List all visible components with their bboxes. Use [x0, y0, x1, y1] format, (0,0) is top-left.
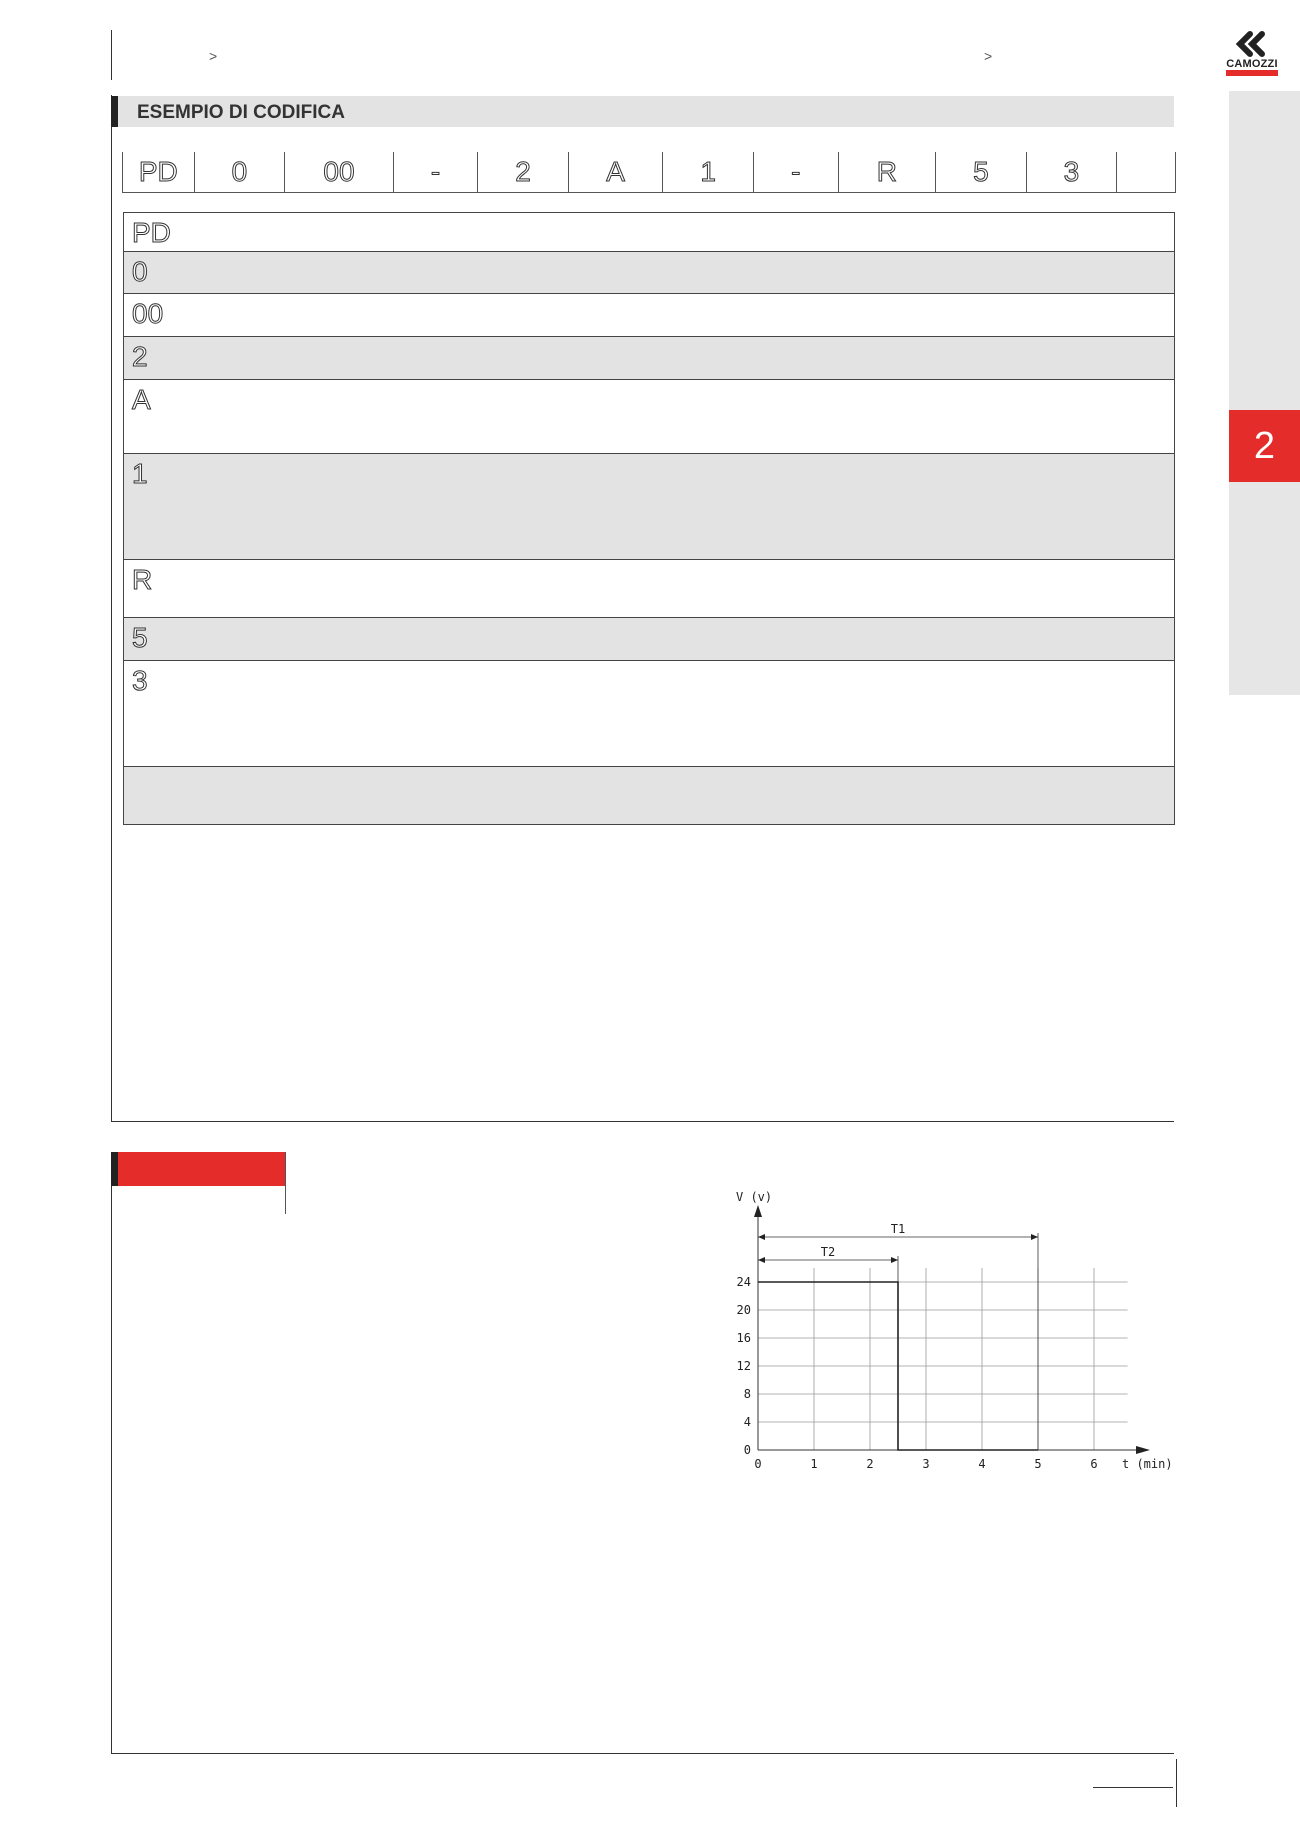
- y-tick-label: 16: [736, 1331, 751, 1345]
- table-row: [124, 617, 1174, 660]
- chapter-tab[interactable]: 2: [1229, 410, 1300, 482]
- y-axis-label: V (v): [736, 1190, 773, 1204]
- chart-ticks: [737, 1275, 1098, 1471]
- code-cell: [1116, 152, 1175, 192]
- code-key: 0: [132, 256, 148, 287]
- breadcrumb-separator: >: [984, 48, 993, 64]
- chart-grid: [758, 1268, 1128, 1450]
- table-row: [124, 559, 1174, 617]
- code-key: 3: [132, 665, 148, 696]
- code-key: 5: [132, 622, 148, 653]
- code-key: 1: [132, 458, 148, 489]
- code-key: R: [132, 564, 153, 595]
- sidebar-panel: [1229, 91, 1300, 695]
- breadcrumb-separator: >: [209, 48, 218, 64]
- header-rule: [111, 30, 112, 80]
- dimension-arrow-icon: [758, 1234, 765, 1240]
- x-tick-label: 0: [754, 1457, 762, 1471]
- code-cell: PD: [138, 156, 178, 187]
- code-key: PD: [132, 217, 171, 248]
- table-row: [124, 453, 1174, 559]
- frame-rule-bottom: [111, 1753, 1174, 1754]
- code-cell: 0: [194, 152, 285, 192]
- section-header-red: [111, 1152, 286, 1186]
- y-tick-label: 20: [736, 1303, 751, 1317]
- x-tick-label: 3: [922, 1457, 930, 1471]
- x-tick-label: 2: [866, 1457, 874, 1471]
- x-tick-label: 6: [1090, 1457, 1098, 1471]
- voltage-time-chart: [728, 1185, 1178, 1475]
- dimension-arrow-icon: [758, 1257, 765, 1263]
- dimension-arrow-icon: [891, 1257, 898, 1263]
- frame-rule-bottom: [111, 1121, 1174, 1122]
- y-tick-label: 24: [736, 1275, 751, 1289]
- x-axis-arrow-icon: [1136, 1446, 1150, 1454]
- code-cell: 3: [1026, 152, 1117, 192]
- y-tick-label: 8: [743, 1387, 751, 1401]
- y-tick-label: 0: [743, 1443, 751, 1457]
- x-tick-label: 1: [810, 1457, 818, 1471]
- code-cell: 00: [284, 152, 392, 192]
- code-cell: 2: [477, 152, 568, 192]
- chart-axes: [754, 1205, 1150, 1454]
- y-axis-arrow-icon: [754, 1205, 762, 1217]
- dimension-arrow-icon: [1031, 1234, 1038, 1240]
- table-row: [124, 766, 1174, 824]
- footer-divider: [1176, 1759, 1177, 1807]
- code-key: 00: [132, 298, 164, 329]
- footer-rule: [1093, 1787, 1173, 1788]
- frame-rule-left: [111, 1152, 112, 1754]
- code-cell: 1: [662, 152, 753, 192]
- logo-text: CAMOZZI: [1226, 58, 1278, 70]
- code-cell: -: [753, 152, 838, 192]
- y-tick-label: 4: [743, 1415, 751, 1429]
- camozzi-logo: [1222, 30, 1282, 76]
- code-cell: R: [838, 152, 936, 192]
- x-tick-label: 5: [1034, 1457, 1042, 1471]
- section-header: [111, 96, 1174, 127]
- y-tick-label: 12: [736, 1359, 751, 1373]
- x-axis-label: t (min): [1122, 1457, 1173, 1471]
- coding-strip: [122, 152, 1176, 193]
- section-header-mark: [111, 96, 118, 127]
- table-row: [124, 213, 1174, 251]
- code-cell: -: [393, 152, 478, 192]
- code-cell: 5: [935, 152, 1026, 192]
- table-row: [124, 660, 1174, 766]
- dimension-label: T1: [890, 1222, 906, 1236]
- table-row: [124, 379, 1174, 453]
- x-tick-label: 4: [978, 1457, 986, 1471]
- table-row: [124, 336, 1174, 379]
- section-divider: [285, 1152, 286, 1214]
- camozzi-mark-icon: [1222, 30, 1282, 58]
- table-row: [124, 293, 1174, 336]
- code-key: 2: [132, 341, 148, 372]
- frame-rule-left: [111, 95, 112, 1122]
- code-key: A: [132, 384, 151, 415]
- coding-description-table: [123, 212, 1175, 825]
- section-title: ESEMPIO DI CODIFICA: [137, 102, 345, 123]
- dimension-label: T2: [820, 1245, 836, 1259]
- section-header-mark: [111, 1152, 118, 1186]
- code-cell: A: [568, 152, 663, 192]
- table-row: [124, 251, 1174, 293]
- logo-red-bar: [1226, 70, 1278, 76]
